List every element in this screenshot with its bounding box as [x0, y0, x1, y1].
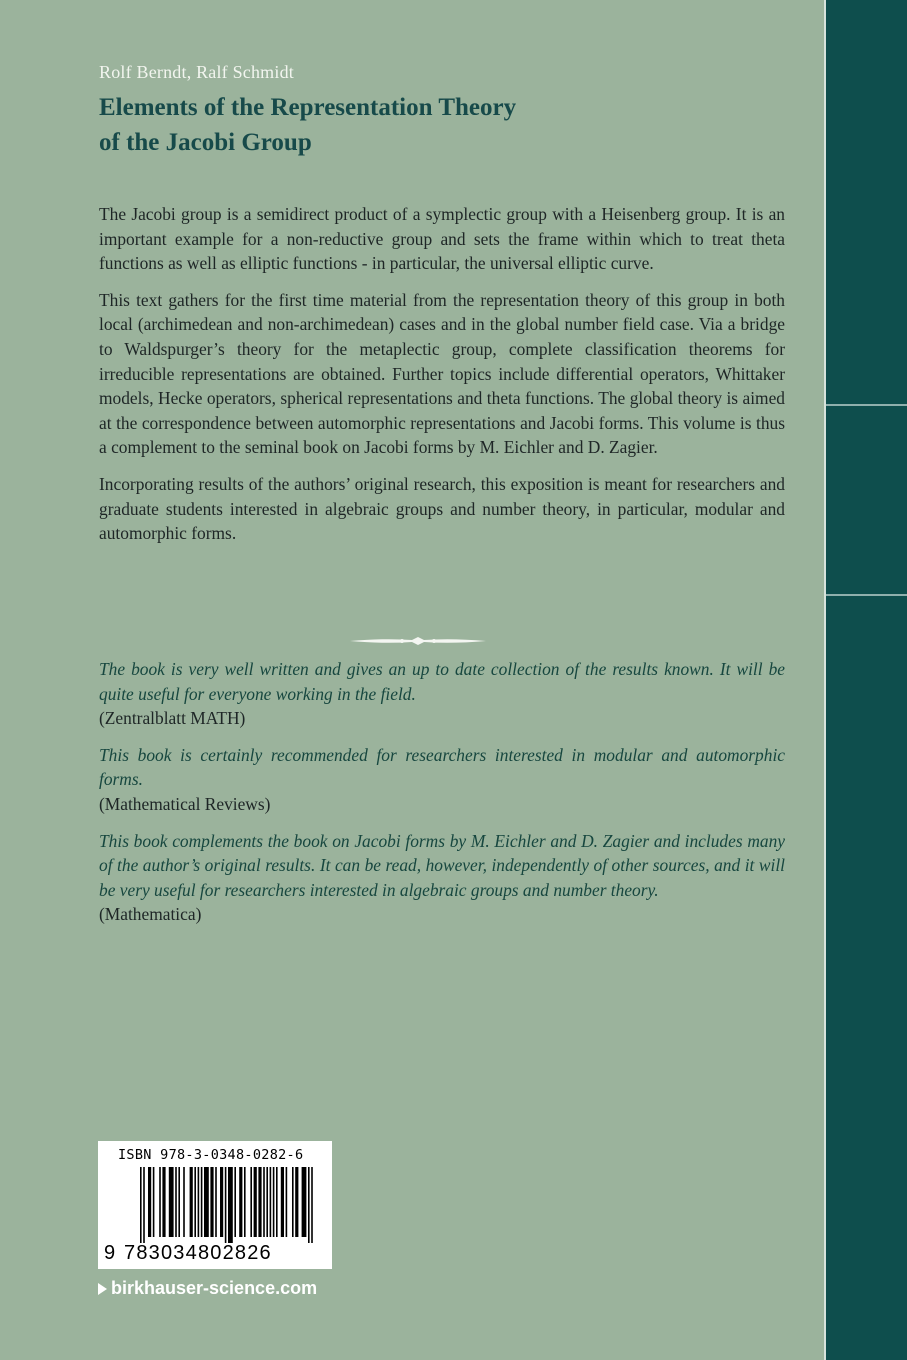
review	[99, 657, 785, 731]
barcode-bar	[273, 1167, 275, 1237]
review-source: (Mathematical Reviews)	[99, 793, 271, 814]
barcode-bar	[302, 1167, 307, 1237]
barcode-bar	[292, 1167, 294, 1237]
barcode-first-digit: 9	[104, 1242, 116, 1264]
title-line: Elements of the Representation Theory	[99, 94, 517, 121]
barcode-bar	[258, 1167, 261, 1237]
review	[99, 743, 785, 817]
description-paragraph: The Jacobi group is a semidirect product of a symplectic group with a Heisenberg group. It is an important example for a non-reductive group and sets the frame within which to treat theta functions as well as elliptic functions - in particular, the universal elliptic curve.	[99, 204, 785, 274]
barcode-bar	[175, 1167, 177, 1237]
publisher-url: birkhauser-science.com	[111, 1278, 318, 1298]
spine-band	[824, 0, 907, 1360]
barcode-bars-icon	[98, 1167, 332, 1243]
barcode-bar	[178, 1167, 180, 1237]
review-text: The book is very well written and gives an up to date collection of the results known. It will be quite useful for everyone working in the field.	[99, 659, 785, 704]
barcode-bar	[153, 1167, 155, 1237]
description-paragraph: Incorporating results of the authors’ original research, this exposition is meant for researchers and graduate students interested in algebraic groups and number theory, in particular, modular and automorphic forms.	[99, 473, 785, 544]
barcode-bar	[215, 1167, 217, 1237]
barcode-bar	[201, 1167, 203, 1237]
barcode-digits: 783034802826	[124, 1242, 272, 1264]
barcode-bar	[266, 1167, 268, 1237]
title-line: of the Jacobi Group	[99, 129, 312, 156]
barcode-bar	[190, 1167, 193, 1237]
barcode-bar	[244, 1167, 246, 1237]
barcode-bar	[276, 1167, 278, 1237]
spine-divider	[826, 594, 907, 596]
barcode-bar	[143, 1167, 145, 1243]
barcode-bar	[228, 1167, 233, 1243]
review-text: This book complements the book on Jacobi forms by M. Eichler and D. Zagier and includes many of the author’s original results. It can be read, however, independently of other sources, and it will be very useful for researchers interested in algebraic groups and number theory.	[99, 830, 785, 900]
ornament-divider-icon	[350, 634, 486, 648]
barcode-bar	[225, 1167, 227, 1243]
barcode-bar	[308, 1167, 310, 1243]
authors: Rolf Berndt, Ralf Schmidt	[99, 62, 294, 82]
barcode-bar	[234, 1167, 236, 1237]
barcode-bar	[250, 1167, 252, 1237]
isbn-label: ISBN 978-3-0348-0282-6	[118, 1147, 304, 1163]
barcode-bar	[148, 1167, 151, 1237]
barcode-bar	[286, 1167, 288, 1237]
arrow-right-icon	[98, 1283, 107, 1295]
publisher-link[interactable]	[98, 1278, 317, 1299]
reviews	[99, 657, 785, 939]
barcode	[98, 1141, 332, 1269]
barcode-bar	[239, 1167, 242, 1237]
barcode-bar	[281, 1167, 284, 1237]
barcode-bar	[254, 1167, 257, 1237]
barcode-bar	[311, 1167, 313, 1243]
barcode-bar	[270, 1167, 272, 1237]
spine-divider	[826, 404, 907, 406]
review-text: This book is certainly recommended for researchers interested in modular and automorphic forms.	[99, 744, 785, 790]
barcode-bar	[162, 1167, 165, 1237]
barcode-bar	[220, 1167, 223, 1237]
book-title	[99, 90, 739, 160]
review	[99, 829, 785, 927]
barcode-bar	[183, 1167, 185, 1237]
barcode-bar	[159, 1167, 161, 1237]
description-paragraph: This text gathers for the first time material from the representation theory of this group in both local (archimedean and non-archimedean) cases and in the global number field case. Via a bridge to Waldspurger’s theory for the metaplectic group, complete classification theorems for irreducible representations are obtained. Further topics include differential operators, Whittaker models, Hecke operators, spherical representations and theta functions. The global theory is aimed at the correspondence between automorphic representations and Jacobi forms. This volume is thus a complement to the seminal book on Jacobi forms by M. Eichler and D. Zagier.	[99, 289, 785, 458]
barcode-bar	[194, 1167, 196, 1237]
barcode-bar	[295, 1167, 298, 1237]
barcode-bar	[263, 1167, 265, 1237]
review-source: (Zentralblatt MATH)	[99, 708, 246, 729]
barcode-bar	[198, 1167, 200, 1237]
barcode-bar	[169, 1167, 174, 1237]
review-source: (Mathematica)	[99, 904, 202, 925]
description	[99, 202, 785, 558]
barcode-bar	[210, 1167, 213, 1237]
barcode-bar	[140, 1167, 142, 1243]
barcode-bar	[204, 1167, 209, 1237]
